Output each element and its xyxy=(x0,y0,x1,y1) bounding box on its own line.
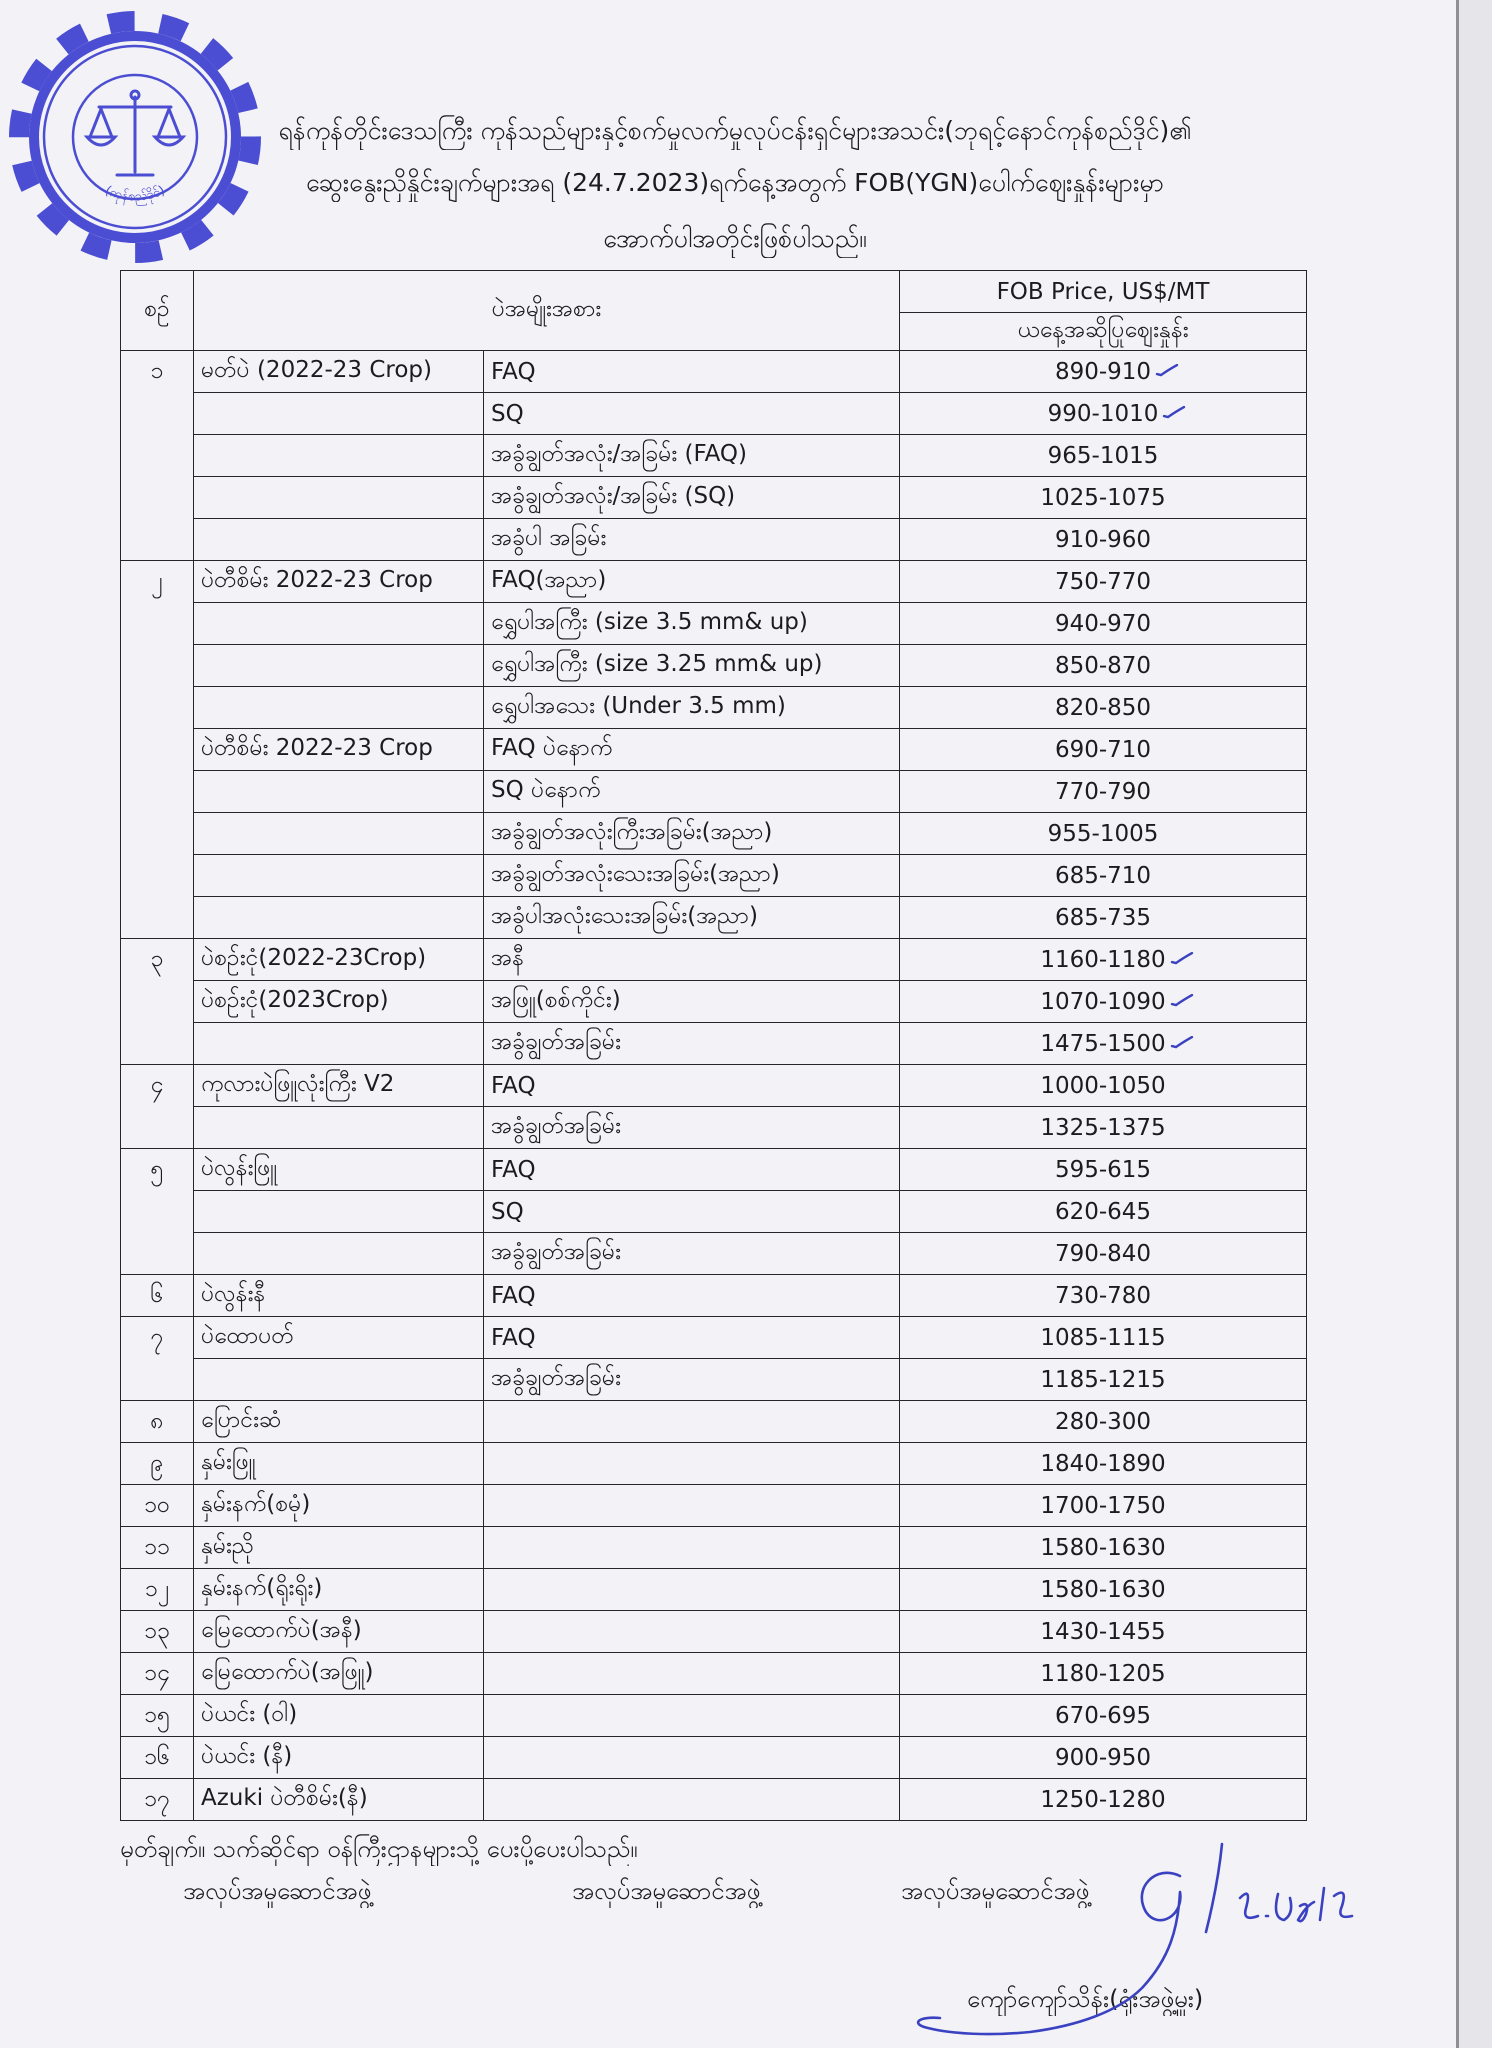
item-cell xyxy=(194,393,484,435)
price-cell xyxy=(900,813,1307,855)
item-cell: နှမ်းနက်(ရိုးရိုး) xyxy=(194,1569,484,1611)
grade-cell: အခွံချွတ်အခြမ်း xyxy=(484,1233,900,1275)
price-wrap xyxy=(1055,1745,1151,1771)
price-cell xyxy=(900,1401,1307,1443)
price-wrap xyxy=(1055,359,1151,385)
item-cell: ပဲစဉ်းငုံ(2022-23Crop) xyxy=(194,939,484,981)
price-wrap xyxy=(1055,863,1151,889)
item-cell xyxy=(194,435,484,477)
price-value: 620-645 xyxy=(1054,1198,1152,1225)
serial-cell: ၁၅ xyxy=(121,1695,194,1737)
price-cell xyxy=(900,687,1307,729)
serial-cell: ၁၀ xyxy=(121,1485,194,1527)
table-row xyxy=(121,729,1307,771)
price-value: 990-1010 xyxy=(1047,400,1159,427)
grade-cell xyxy=(484,1611,900,1653)
table-row xyxy=(121,855,1307,897)
price-value: 685-710 xyxy=(1054,862,1152,889)
serial-cell: ၄ xyxy=(121,1065,194,1149)
item-cell xyxy=(194,477,484,519)
item-cell xyxy=(194,1359,484,1401)
price-wrap xyxy=(1048,821,1159,847)
price-wrap xyxy=(1040,1073,1165,1099)
table-row xyxy=(121,1443,1307,1485)
price-cell xyxy=(900,519,1307,561)
price-wrap xyxy=(1055,611,1151,637)
committee-label: အလုပ်အမှုဆောင်အဖွဲ့ xyxy=(901,1877,1090,1905)
check-mark-icon xyxy=(1154,362,1180,378)
price-cell xyxy=(900,561,1307,603)
price-wrap xyxy=(1055,1157,1151,1183)
item-cell: မြေထောက်ပဲ(အဖြူ) xyxy=(194,1653,484,1695)
item-cell: နှမ်းဖြူ xyxy=(194,1443,484,1485)
col-price-header: FOB Price, US$/MT xyxy=(900,271,1307,313)
price-value: 1070-1090 xyxy=(1040,988,1166,1015)
serial-cell: ၉ xyxy=(121,1443,194,1485)
item-cell: ပဲတီစိမ်း 2022-23 Crop xyxy=(194,561,484,603)
item-cell xyxy=(194,645,484,687)
price-value: 690-710 xyxy=(1054,736,1152,763)
grade-cell: FAQ ပဲနောက် xyxy=(484,729,900,771)
price-cell xyxy=(900,435,1307,477)
scan-edge-strip xyxy=(1459,0,1492,2048)
grade-cell: အခွံချွတ်အခြမ်း xyxy=(484,1023,900,1065)
table-row xyxy=(121,1653,1307,1695)
price-value: 1250-1280 xyxy=(1040,1786,1166,1813)
grade-cell: အခွံချွတ်အခြမ်း xyxy=(484,1359,900,1401)
price-wrap xyxy=(1055,779,1151,805)
signature-loop xyxy=(918,1873,1180,2034)
table-row xyxy=(121,477,1307,519)
price-wrap xyxy=(1055,1703,1151,1729)
table-row xyxy=(121,1233,1307,1275)
table-row xyxy=(121,1359,1307,1401)
price-value: 750-770 xyxy=(1054,568,1152,595)
item-cell: ပဲထောပတ် xyxy=(194,1317,484,1359)
table-row xyxy=(121,351,1307,393)
table-row xyxy=(121,813,1307,855)
table-row xyxy=(121,1275,1307,1317)
check-mark-icon xyxy=(1161,404,1187,420)
price-cell xyxy=(900,771,1307,813)
price-value: 685-735 xyxy=(1054,904,1152,931)
grade-cell xyxy=(484,1779,900,1821)
price-value: 1160-1180 xyxy=(1040,946,1166,973)
col-item-header: ပဲအမျိုးအစား xyxy=(194,271,900,351)
table-row xyxy=(121,1569,1307,1611)
serial-cell: ၈ xyxy=(121,1401,194,1443)
grade-cell: FAQ xyxy=(484,351,900,393)
item-cell xyxy=(194,603,484,645)
price-value: 770-790 xyxy=(1054,778,1152,805)
price-wrap xyxy=(1040,1367,1165,1393)
price-wrap xyxy=(1055,905,1151,931)
item-cell xyxy=(194,897,484,939)
table-row xyxy=(121,603,1307,645)
price-value: 1025-1075 xyxy=(1040,484,1166,511)
grade-cell: FAQ(အညာ) xyxy=(484,561,900,603)
table-row xyxy=(121,1191,1307,1233)
table-row xyxy=(121,1611,1307,1653)
table-row xyxy=(121,939,1307,981)
price-value: 820-850 xyxy=(1054,694,1152,721)
price-cell xyxy=(900,1443,1307,1485)
price-cell xyxy=(900,351,1307,393)
signature-stroke xyxy=(1206,1844,1222,1932)
price-wrap xyxy=(1055,569,1151,595)
item-cell: ပဲလွန်းနီ xyxy=(194,1275,484,1317)
item-cell: ပြောင်းဆံ xyxy=(194,1401,484,1443)
grade-cell: FAQ xyxy=(484,1317,900,1359)
signer-name: ကျော်ကျော်သိန်း(ရုံးအဖွဲ့မှူး) xyxy=(967,1985,1204,2013)
price-value: 850-870 xyxy=(1054,652,1152,679)
col-serial-header: စဉ် xyxy=(121,271,194,351)
item-cell xyxy=(194,519,484,561)
price-value: 1580-1630 xyxy=(1040,1534,1166,1561)
grade-cell: အဖြူ(စစ်ကိုင်း) xyxy=(484,981,900,1023)
price-cell xyxy=(900,1569,1307,1611)
grade-cell xyxy=(484,1569,900,1611)
price-wrap xyxy=(1040,485,1165,511)
table-row xyxy=(121,897,1307,939)
item-cell xyxy=(194,1023,484,1065)
check-mark-icon xyxy=(1169,992,1195,1008)
price-cell xyxy=(900,1695,1307,1737)
price-cell xyxy=(900,393,1307,435)
committee-label: အလုပ်အမှုဆောင်အဖွဲ့ xyxy=(183,1877,372,1905)
table-row xyxy=(121,1485,1307,1527)
signature-date-scribble xyxy=(1276,1894,1291,1920)
check-mark-icon xyxy=(1169,950,1195,966)
col-price-subheader: ယနေ့အဆိုပြုဈေးနှုန်း xyxy=(900,313,1307,351)
price-cell xyxy=(900,1023,1307,1065)
committee-label: အလုပ်အမှုဆောင်အဖွဲ့ xyxy=(572,1877,761,1905)
grade-cell: ရွှေပါအသေး (Under 3.5 mm) xyxy=(484,687,900,729)
table-header xyxy=(121,271,1307,351)
price-value: 595-615 xyxy=(1054,1156,1152,1183)
price-value: 940-970 xyxy=(1054,610,1152,637)
serial-cell: ၁၃ xyxy=(121,1611,194,1653)
grade-cell xyxy=(484,1695,900,1737)
grade-cell: အခွံချွတ်အလုံးသေးအခြမ်း(အညာ) xyxy=(484,855,900,897)
grade-cell: FAQ xyxy=(484,1275,900,1317)
table-row xyxy=(121,645,1307,687)
item-cell xyxy=(194,1107,484,1149)
serial-cell: ၃ xyxy=(121,939,194,1065)
serial-cell: ၁၆ xyxy=(121,1737,194,1779)
table-row xyxy=(121,1737,1307,1779)
price-value: 1180-1205 xyxy=(1040,1660,1166,1687)
price-wrap xyxy=(1040,1787,1165,1813)
price-value: 1185-1215 xyxy=(1040,1366,1166,1393)
item-cell: ပဲစဉ်းငုံ(2023Crop) xyxy=(194,981,484,1023)
price-wrap xyxy=(1055,1409,1151,1435)
price-value: 1700-1750 xyxy=(1040,1492,1166,1519)
item-cell xyxy=(194,855,484,897)
price-cell xyxy=(900,1107,1307,1149)
price-cell xyxy=(900,981,1307,1023)
price-cell xyxy=(900,603,1307,645)
price-value: 1430-1455 xyxy=(1040,1618,1166,1645)
price-value: 1580-1630 xyxy=(1040,1576,1166,1603)
heading-line-2: ဆွေးနွေးညှိနှိုင်းချက်များအရ (24.7.2023)ရက်နေ့အတွက် FOB(YGN)ပေါက်ဈေးနှုန်းများမှာ xyxy=(306,168,1164,197)
price-cell xyxy=(900,1527,1307,1569)
table-row xyxy=(121,561,1307,603)
item-cell xyxy=(194,1191,484,1233)
table-row xyxy=(121,1527,1307,1569)
table-row xyxy=(121,1401,1307,1443)
price-cell xyxy=(900,897,1307,939)
price-cell xyxy=(900,855,1307,897)
table-row xyxy=(121,687,1307,729)
signature-date-scribble xyxy=(1240,1894,1258,1918)
header-row xyxy=(121,271,1307,313)
price-cell xyxy=(900,1779,1307,1821)
table-row xyxy=(121,981,1307,1023)
price-value: 730-780 xyxy=(1054,1282,1152,1309)
grade-cell: SQ ပဲနောက် xyxy=(484,771,900,813)
table-row xyxy=(121,393,1307,435)
item-cell: မတ်ပဲ (2022-23 Crop) xyxy=(194,351,484,393)
grade-cell: FAQ xyxy=(484,1149,900,1191)
price-value: 1840-1890 xyxy=(1040,1450,1166,1477)
signature-date-scribble xyxy=(1334,1893,1352,1917)
price-value: 1325-1375 xyxy=(1040,1114,1166,1141)
price-wrap xyxy=(1040,1325,1165,1351)
table-row xyxy=(121,1317,1307,1359)
price-cell xyxy=(900,1149,1307,1191)
item-cell: နှမ်းညို xyxy=(194,1527,484,1569)
price-wrap xyxy=(1048,443,1159,469)
grade-cell: အခွံပါ အခြမ်း xyxy=(484,519,900,561)
price-wrap xyxy=(1040,1115,1165,1141)
grade-cell: အခွံပါအလုံးသေးအခြမ်း(အညာ) xyxy=(484,897,900,939)
price-cell xyxy=(900,1653,1307,1695)
price-value: 900-950 xyxy=(1054,1744,1152,1771)
grade-cell xyxy=(484,1653,900,1695)
price-wrap xyxy=(1055,737,1151,763)
table-row xyxy=(121,1023,1307,1065)
serial-cell: ၁၇ xyxy=(121,1779,194,1821)
seal-text-path: (ကုန်စည်ဒိုင်) xyxy=(102,183,168,205)
price-cell xyxy=(900,1275,1307,1317)
price-wrap xyxy=(1040,989,1165,1015)
serial-cell: ၁၄ xyxy=(121,1653,194,1695)
check-mark-icon xyxy=(1169,1034,1195,1050)
price-wrap xyxy=(1055,1283,1151,1309)
price-value: 1085-1115 xyxy=(1040,1324,1166,1351)
grade-cell: FAQ xyxy=(484,1065,900,1107)
price-value: 1000-1050 xyxy=(1040,1072,1166,1099)
grade-cell: ရွှေပါအကြီး (size 3.25 mm& up) xyxy=(484,645,900,687)
price-value: 790-840 xyxy=(1054,1240,1152,1267)
price-cell xyxy=(900,1611,1307,1653)
table-row xyxy=(121,1695,1307,1737)
table-row xyxy=(121,771,1307,813)
price-wrap xyxy=(1040,1451,1165,1477)
price-wrap xyxy=(1055,1199,1151,1225)
price-value: 1475-1500 xyxy=(1040,1030,1166,1057)
grade-cell: အခွံချွတ်အလုံး/အခြမ်း (SQ) xyxy=(484,477,900,519)
item-cell xyxy=(194,1233,484,1275)
price-cell xyxy=(900,1737,1307,1779)
price-wrap xyxy=(1040,1577,1165,1603)
item-cell xyxy=(194,771,484,813)
serial-cell: ၁၁ xyxy=(121,1527,194,1569)
price-value: 280-300 xyxy=(1054,1408,1152,1435)
serial-cell: ၅ xyxy=(121,1149,194,1275)
price-cell xyxy=(900,477,1307,519)
price-cell xyxy=(900,729,1307,771)
signature-date-scribble xyxy=(1298,1902,1314,1921)
item-cell: ပဲယင်း (ဝါ) xyxy=(194,1695,484,1737)
serial-cell: ၁၂ xyxy=(121,1569,194,1611)
price-wrap xyxy=(1040,1493,1165,1519)
grade-cell: အခွံချွတ်အလုံးကြီးအခြမ်း(အညာ) xyxy=(484,813,900,855)
price-value: 670-695 xyxy=(1054,1702,1152,1729)
table-row xyxy=(121,1779,1307,1821)
table-row xyxy=(121,519,1307,561)
price-wrap xyxy=(1055,527,1151,553)
price-cell xyxy=(900,645,1307,687)
price-wrap xyxy=(1048,401,1159,427)
table-row xyxy=(121,435,1307,477)
grade-cell xyxy=(484,1401,900,1443)
item-cell: Azuki ပဲတီစိမ်း(နီ) xyxy=(194,1779,484,1821)
signature-date-scribble xyxy=(1320,1888,1324,1920)
table-row xyxy=(121,1107,1307,1149)
item-cell xyxy=(194,813,484,855)
item-cell: နှမ်းနက်(စမုံ) xyxy=(194,1485,484,1527)
grade-cell: ရွှေပါအကြီး (size 3.5 mm& up) xyxy=(484,603,900,645)
table-row xyxy=(121,1149,1307,1191)
grade-cell: SQ xyxy=(484,393,900,435)
grade-cell: အခွံချွတ်အလုံး/အခြမ်း (FAQ) xyxy=(484,435,900,477)
price-wrap xyxy=(1040,947,1165,973)
price-value: 955-1005 xyxy=(1047,820,1159,847)
price-cell xyxy=(900,1065,1307,1107)
item-cell: ပဲတီစိမ်း 2022-23 Crop xyxy=(194,729,484,771)
price-wrap xyxy=(1055,695,1151,721)
price-table xyxy=(120,270,1307,1821)
item-cell: ပဲလွန်းဖြူ xyxy=(194,1149,484,1191)
price-cell xyxy=(900,1317,1307,1359)
price-wrap xyxy=(1055,653,1151,679)
item-cell: ပဲယင်း (နီ) xyxy=(194,1737,484,1779)
price-wrap xyxy=(1055,1241,1151,1267)
serial-cell: ၆ xyxy=(121,1275,194,1317)
grade-cell: အခွံချွတ်အခြမ်း xyxy=(484,1107,900,1149)
heading-line-3: အောက်ပါအတိုင်းဖြစ်ပါသည်။ xyxy=(603,224,867,253)
item-cell: မြေထောက်ပဲ(အနီ) xyxy=(194,1611,484,1653)
footer-note: မှတ်ချက်။ သက်ဆိုင်ရာ ဝန်ကြီးဌာနများသို့ ပေးပို့ပေးပါသည်။ xyxy=(120,1835,638,1863)
table-body xyxy=(121,351,1307,1821)
price-value: 910-960 xyxy=(1054,526,1152,553)
item-cell xyxy=(194,687,484,729)
price-wrap xyxy=(1040,1535,1165,1561)
grade-cell xyxy=(484,1737,900,1779)
grade-cell xyxy=(484,1485,900,1527)
serial-cell: ၂ xyxy=(121,561,194,939)
price-wrap xyxy=(1040,1031,1165,1057)
grade-cell xyxy=(484,1527,900,1569)
price-cell xyxy=(900,939,1307,981)
price-value: 890-910 xyxy=(1054,358,1152,385)
price-cell xyxy=(900,1359,1307,1401)
table-row xyxy=(121,1065,1307,1107)
serial-cell: ၇ xyxy=(121,1317,194,1401)
grade-cell: SQ xyxy=(484,1191,900,1233)
item-cell: ကုလားပဲဖြူလုံးကြီး V2 xyxy=(194,1065,484,1107)
serial-cell: ၁ xyxy=(121,351,194,561)
price-wrap xyxy=(1040,1619,1165,1645)
grade-cell xyxy=(484,1443,900,1485)
price-cell xyxy=(900,1485,1307,1527)
price-value: 965-1015 xyxy=(1047,442,1159,469)
grade-cell: အနီ xyxy=(484,939,900,981)
price-wrap xyxy=(1040,1661,1165,1687)
price-cell xyxy=(900,1191,1307,1233)
price-cell xyxy=(900,1233,1307,1275)
heading-line-1: ရန်ကုန်တိုင်းဒေသကြီး ကုန်သည်များနှင့်စက်မှုလက်မှုလုပ်ငန်းရှင်များအသင်း(ဘုရင့်နောင်ကုန်စည်ဒိုင်)၏ xyxy=(278,116,1192,145)
handwritten-signature xyxy=(880,1836,1420,2041)
